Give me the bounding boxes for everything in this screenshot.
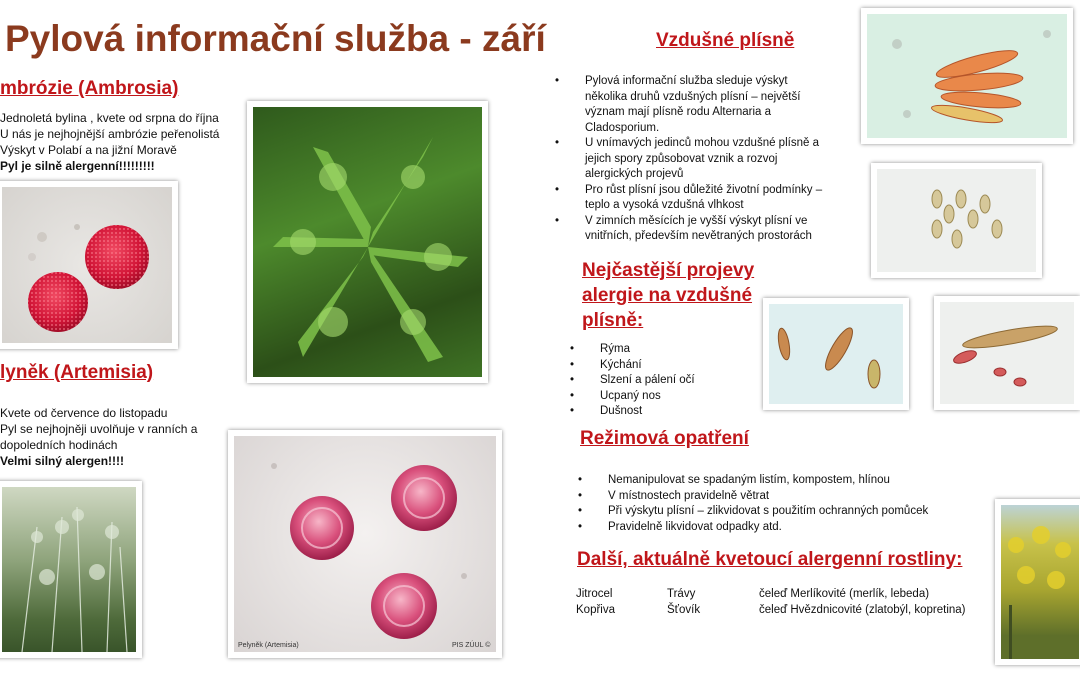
list-item-line: alergických projevů [585,168,684,180]
goldenrod-photo [995,499,1080,665]
artemisia-text [0,405,197,469]
molds-heading: Vzdušné plísně [656,30,795,51]
table-cell: Trávy [667,588,696,600]
ambrosia-heading: mbrózie (Ambrosia) [0,78,179,99]
list-item-line: teplo a vysoká vzdušná vlhkost [585,199,744,211]
list-item-line: jejich spory způsobovat vznik a rozvoj [585,152,778,165]
table-cell: čeleď Hvězdnicovité (zlatobýl, kopretina) [759,604,966,616]
symptoms-list [570,342,695,420]
alternaria-spores-photo [861,8,1073,144]
list-item: • V místnostech pravidelně větrat [578,489,928,505]
list-item: • Dušnost [570,404,695,420]
symptoms-heading-line: plísně: [582,310,644,331]
list-item: • Nemanipulovat se spadaným listím, kompostem, hlínou [578,473,928,489]
list-item [555,136,855,183]
list-item [555,183,855,214]
list-item [555,214,855,245]
artemisia-line: Kvete od července do listopadu [0,406,168,420]
table-row [576,587,986,603]
table-cell: Jitrocel [576,588,613,600]
cladosporium-spores-photo [871,163,1042,278]
table-cell: Šťovík [667,604,701,616]
list-item-line: • Pro růst plísní jsou důležité životní podmínky – [585,183,823,196]
artemisia-heading: lyněk (Artemisia) [0,362,154,383]
symptoms-heading-line: Nejčastější projevy [582,260,755,281]
page-title: Pylová informační služba - září [5,18,546,59]
symptoms-heading-line: alergie na vzdušné [582,285,753,306]
other-heading: Další, aktuálně kvetoucí alergenní rostliny: [577,549,963,570]
artemisia-warning: Velmi silný alergen!!!! [0,454,125,468]
measures-heading: Režimová opatření [580,428,749,449]
list-item [555,74,855,136]
list-item-line: několika druhů vzdušných plísní – největší [585,90,801,103]
symptoms-heading [582,258,754,333]
list-item: • Při výskytu plísní – zlikvidovat s použitím ochranných pomůcek [578,504,928,520]
list-item: • Slzení a pálení očí [570,373,695,389]
list-item-line: Cladosporium. [585,121,660,134]
mold-spores-photo-2 [934,296,1080,410]
ambrosia-warning: Pyl je silně alergenní!!!!!!!!! [0,159,155,173]
ambrosia-pollen-photo [0,181,178,349]
list-item-line: vnitřních, především nevětraných prostorách [585,230,812,242]
pollen-caption-left: Pelyněk (Artemisia) [238,642,299,649]
table-cell: čeleď Merlíkovité (merlík, lebeda) [759,588,930,600]
pollen-caption-right: PIS ZÚUL © [452,642,491,649]
list-item: • Rýma [570,342,695,358]
artemisia-line: dopoledních hodinách [0,438,118,452]
artemisia-plant-photo [0,481,142,658]
table-row [576,603,986,619]
list-item: • Pravidelně likvidovat odpadky atd. [578,520,928,536]
measures-list [578,473,928,535]
list-item-line: význam mají plísně rodu Alternaria a [585,106,772,118]
table-cell: Kopřiva [576,604,615,616]
other-plants-table [576,587,986,619]
ambrosia-plant-photo [247,101,488,383]
mold-spores-photo-1 [763,298,909,410]
list-item: • Kýchání [570,358,695,374]
ambrosia-line: Jednoletá bylina , kvete od srpna do října [0,111,219,125]
artemisia-line: Pyl se nejhojněji uvolňuje v ranních a [0,422,198,436]
ambrosia-line: Výskyt v Polabí a na jižní Moravě [0,143,177,157]
list-item-line: • U vnímavých jedinců mohou vzdušné plísně a [585,137,819,149]
ambrosia-line: U nás je nejhojnější ambrózie peřenolistá [0,127,220,141]
molds-list [555,74,855,245]
list-item: • Ucpaný nos [570,389,695,405]
list-item-line: • V zimních měsících je vyšší výskyt plísní ve [585,214,808,227]
list-item-line: • Pylová informační služba sleduje výskyt [585,75,788,87]
ambrosia-text [0,110,219,174]
artemisia-pollen-photo [228,430,502,658]
